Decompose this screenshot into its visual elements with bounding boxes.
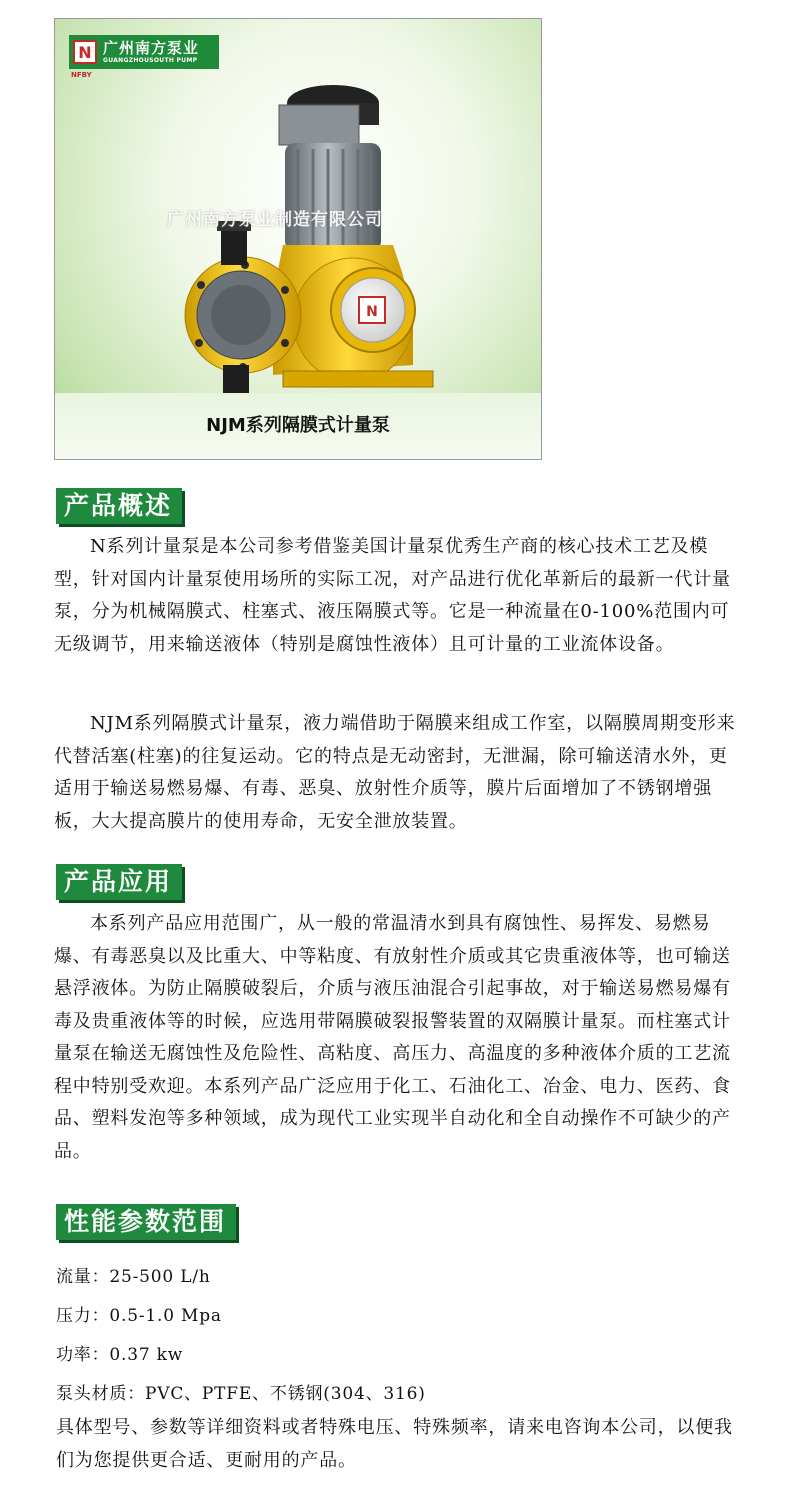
performance-heading: 性能参数范围 xyxy=(56,1204,236,1240)
logo-mark: N xyxy=(73,40,97,64)
spec-power: 功率：0.37 kw xyxy=(56,1345,184,1365)
logo-subtext: NFBY xyxy=(71,71,92,79)
overview-paragraph-1: N系列计量泵是本公司参考借鉴美国计量泵优秀生产商的核心技术工艺及模型，针对国内计量泵使用场所的实际工况，对产品进行优化革新后的最新一代计量泵，分为机械隔膜式、柱塞式、液压隔膜式等。它是一种流量在0-100%范围内可无级调节，用来输送液体（特别是腐蚀性液体）且可计量的工业流体设备。 xyxy=(54,536,731,655)
pump-image xyxy=(163,75,453,395)
spec-material: 泵头材质：PVC、PTFE、不锈钢(304、316) xyxy=(56,1384,426,1404)
application-paragraph: 本系列产品应用范围广，从一般的常温清水到具有腐蚀性、易挥发、易燃易爆、有毒恶臭以及比重大、中等粘度、有放射性介质或其它贵重液体等，也可输送悬浮液体。为防止隔膜破裂后，介质与液压油混合引起事故，对于输送易燃易爆有毒及贵重液体等的时候，应选用带隔膜破裂报警装置的双隔膜计量泵。而柱塞式计量泵在输送无腐蚀性及危险性、高粘度、高压力、高温度的多种液体介质的工艺流程中特别受欢迎。本系列产品广泛应用于化工、石油化工、冶金、电力、医药、食品、塑料发泡等多种领域，成为现代工业实现半自动化和全自动操作不可缺少的产品。 xyxy=(54,913,731,1162)
application-heading: 产品应用 xyxy=(56,864,182,900)
company-logo xyxy=(69,35,219,69)
spec-flow: 流量：25-500 L/h xyxy=(56,1267,211,1287)
photo-caption: NJM系列隔膜式计量泵 xyxy=(206,415,390,436)
watermark: 广州南方泵业制造有限公司 xyxy=(167,210,383,230)
logo-text xyxy=(103,39,199,65)
overview-paragraph-2: NJM系列隔膜式计量泵，液力端借助于隔膜来组成工作室，以隔膜周期变形来代替活塞(柱塞)的往复运动。它的特点是无动密封，无泄漏，除可输送清水外，更适用于输送易燃易爆、有毒、恶臭、放射性介质等，膜片后面增加了不锈钢增强板，大大提高膜片的使用寿命，无安全泄放装置。 xyxy=(54,713,736,832)
logo-english-name: GUANGZHOUSOUTH PUMP xyxy=(103,57,198,64)
contact-note: 具体型号、参数等详细资料或者特殊电压、特殊频率，请来电咨询本公司，以便我们为您提供更合适、更耐用的产品。 xyxy=(56,1417,733,1471)
overview-heading: 产品概述 xyxy=(56,488,182,524)
svg-text:N: N xyxy=(366,304,378,320)
spec-pressure: 压力：0.5-1.0 Mpa xyxy=(56,1306,222,1326)
logo-chinese-name: 广州南方泵业 xyxy=(103,39,200,57)
product-photo xyxy=(54,18,542,460)
